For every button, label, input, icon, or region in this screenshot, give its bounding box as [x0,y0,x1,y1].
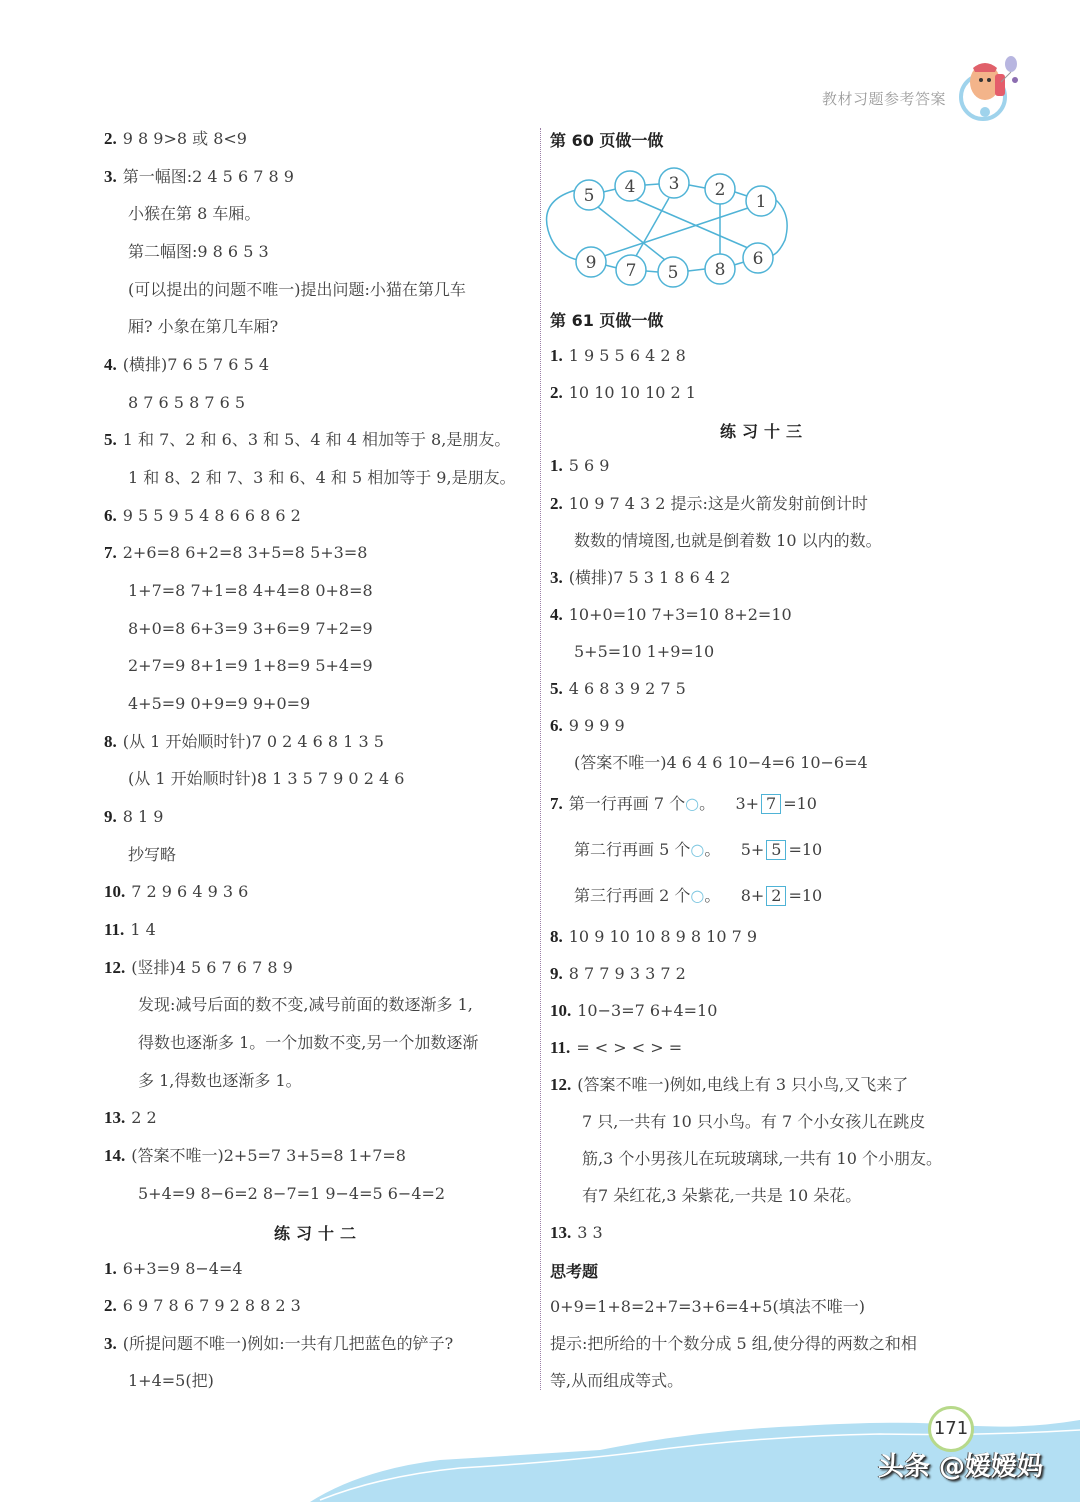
section-heading-exercise-12: 练习十二 [274,1224,363,1243]
q7-row: 第二行再画 5 个○。 5+ 5 =10 [574,840,823,859]
q7-row: 第三行再画 2 个○。 8+ 2 =10 [574,886,823,905]
answer-line: (从 1 开始顺时针)8 1 3 5 7 9 0 2 4 6 [128,769,405,788]
answer-line: 3. (所提问题不唯一)例如:一共有几把蓝色的铲子? [104,1334,454,1353]
diagram-node-label: 9 [585,253,597,273]
answer-line: 发现:减号后面的数不变,减号前面的数逐渐多 1, [138,995,473,1014]
answer-line: 5. 4 6 8 3 9 2 7 5 [550,679,686,698]
answer-line: 14. (答案不唯一)2+5=7 3+5=8 1+7=8 [104,1146,406,1165]
diagram-node-label: 3 [668,174,680,194]
answer-line: 1+4=5(把) [128,1371,214,1390]
answer-line: 8 7 6 5 8 7 6 5 [128,393,246,412]
page60-heading: 第 60 页做一做 [550,131,664,150]
answer-line: 2. 10 10 10 10 2 1 [550,383,696,402]
answer-line: 多 1,得数也逐渐多 1。 [138,1071,302,1090]
answer-line: 9. 8 7 7 9 3 3 7 2 [550,964,686,983]
diagram-node-label: 5 [667,263,679,283]
answer-line: 11. 1 4 [104,920,156,939]
answer-line: 2. 6 9 7 8 6 7 9 2 8 8 2 3 [104,1296,301,1315]
diagram-node-label: 1 [755,192,767,212]
watermark: 头条 @嫒嫒妈 [878,1452,1044,1482]
answer-line: 4+5=9 0+9=9 9+0=9 [128,694,311,713]
section-heading-exercise-13: 练习十三 [720,422,809,441]
answer-line: 8. 10 9 10 10 8 9 8 10 7 9 [550,927,758,946]
answer-line: 11. = < > < > = [550,1038,683,1057]
answer-line: 3. (横排)7 5 3 1 8 6 4 2 [550,568,731,587]
header-label: 教材习题参考答案 [822,90,947,108]
answer-line: 1+7=8 7+1=8 4+4=8 0+8=8 [128,581,373,600]
answer-line: 1. 5 6 9 [550,456,610,475]
number-circle-diagram [540,160,800,300]
answer-line: 7. 2+6=8 6+2=8 3+5=8 5+3=8 [104,543,368,562]
page61-heading: 第 61 页做一做 [550,311,664,330]
answer-line: 0+9=1+8=2+7=3+6=4+5(填法不唯一) [550,1297,865,1316]
answer-line: 10. 10−3=7 6+4=10 [550,1001,718,1020]
answer-line: 筋,3 个小男孩儿在玩玻璃球,一共有 10 个小朋友。 [582,1149,942,1168]
answer-line: 得数也逐渐多 1。一个加数不变,另一个加数逐渐 [138,1033,479,1052]
diagram-node-label: 7 [625,261,637,281]
circle-icon: ○ [690,840,705,859]
answer-line: 小猴在第 8 车厢。 [128,204,261,223]
think-heading: 思考题 [550,1262,599,1281]
answer-line: 8+0=8 6+3=9 3+6=9 7+2=9 [128,619,373,638]
answer-box: 5 [766,840,786,860]
answer-line: 抄写略 [128,845,177,864]
diagram-node-label: 5 [583,186,595,206]
answer-line: 4. 10+0=10 7+3=10 8+2=10 [550,605,792,624]
answer-line: 2+7=9 8+1=9 1+8=9 5+4=9 [128,656,373,675]
answer-line: 1 和 8、2 和 7、3 和 6、4 和 5 相加等于 9,是朋友。 [128,468,516,487]
diagram-node-label: 8 [714,260,726,280]
diagram-node-label: 6 [752,249,764,269]
page-number: 171 [928,1406,974,1452]
answer-line: 8. (从 1 开始顺时针)7 0 2 4 6 8 1 3 5 [104,732,384,751]
answer-line: 2. 10 9 7 4 3 2 提示:这是火箭发射前倒计时 [550,494,868,513]
circle-icon: ○ [690,886,705,905]
answer-line: 第二幅图:9 8 6 5 3 [128,242,269,261]
mascot-icon [955,52,1035,124]
circle-icon: ○ [685,794,700,813]
answer-box: 7 [761,794,781,814]
answer-line: 10. 7 2 9 6 4 9 3 6 [104,882,249,901]
answer-line: 1. 6+3=9 8−4=4 [104,1259,243,1278]
answer-line: (可以提出的问题不唯一)提出问题:小猫在第几车 [128,280,466,299]
answer-line: 有7 朵红花,3 朵紫花,一共是 10 朵花。 [582,1186,862,1205]
answer-line: 2. 9 8 9>8 或 8<9 [104,129,247,148]
answer-line: 12. (竖排)4 5 6 7 6 7 8 9 [104,958,293,977]
answer-line: 5+5=10 1+9=10 [574,642,715,661]
answer-line: 5. 1 和 7、2 和 6、3 和 5、4 和 4 相加等于 8,是朋友。 [104,430,511,449]
answer-line: 数数的情境图,也就是倒着数 10 以内的数。 [574,531,882,550]
diagram-node-label: 4 [624,177,636,197]
answer-box: 2 [766,886,786,906]
answer-line: 13. 2 2 [104,1108,157,1127]
q7-row: 7. 第一行再画 7 个○。 3+ 7 =10 [550,794,817,813]
answer-line: 厢? 小象在第几车厢? [128,317,279,336]
answer-line: (答案不唯一)4 6 4 6 10−4=6 10−6=4 [574,753,868,772]
answer-line: 7 只,一共有 10 只小鸟。有 7 个小女孩儿在跳皮 [582,1112,926,1131]
answer-line: 9. 8 1 9 [104,807,164,826]
answer-line: 6. 9 5 5 9 5 4 8 6 6 8 6 2 [104,506,301,525]
answer-line: 等,从而组成等式。 [550,1371,684,1390]
answer-line: 5+4=9 8−6=2 8−7=1 9−4=5 6−4=2 [138,1184,446,1203]
answer-line: 3. 第一幅图:2 4 5 6 7 8 9 [104,167,294,186]
answer-line: 1. 1 9 5 5 6 4 2 8 [550,346,686,365]
answer-line: 12. (答案不唯一)例如,电线上有 3 只小鸟,又飞来了 [550,1075,909,1094]
answer-line: 提示:把所给的十个数分成 5 组,使分得的两数之和相 [550,1334,917,1353]
answer-line: 6. 9 9 9 9 [550,716,625,735]
column-divider [540,128,541,1390]
answer-line: 13. 3 3 [550,1223,603,1242]
diagram-node-label: 2 [714,180,726,200]
answer-line: 4. (横排)7 6 5 7 6 5 4 [104,355,270,374]
